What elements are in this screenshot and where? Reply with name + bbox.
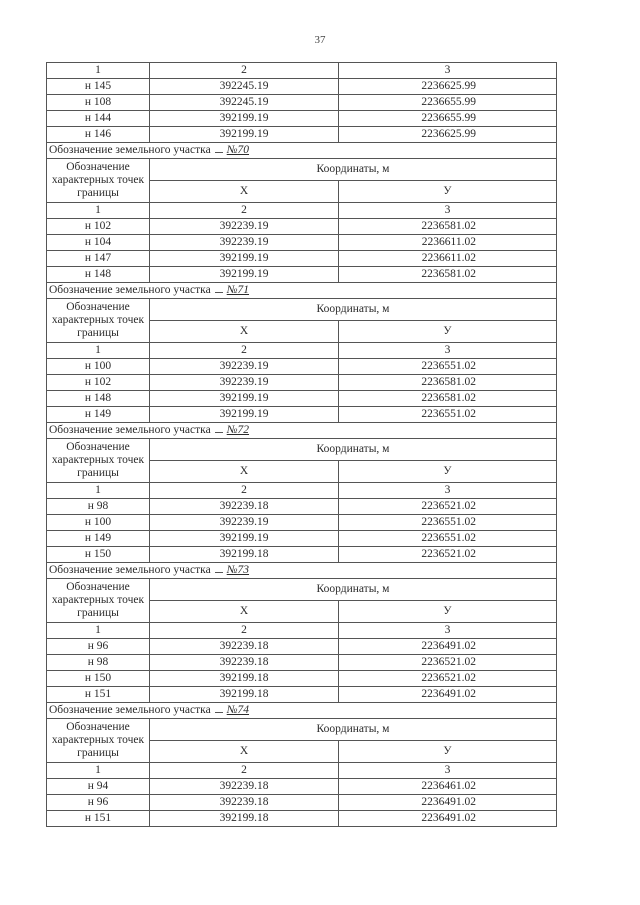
plot-title-prefix: Обозначение земельного участка <box>49 704 211 716</box>
plot-number: №71 <box>226 284 250 296</box>
y-coordinate: 2236655.99 <box>339 95 557 111</box>
point-label: н 94 <box>47 779 150 795</box>
point-label: н 148 <box>47 267 150 283</box>
column-number: 2 <box>150 203 339 219</box>
header-row <box>47 159 557 181</box>
header-row <box>47 299 557 321</box>
y-axis-header: У <box>339 321 557 343</box>
column-number: 2 <box>150 343 339 359</box>
coordinates-header: Координаты, м <box>150 719 557 741</box>
header-row <box>47 719 557 741</box>
x-axis-header: X <box>150 461 339 483</box>
table-row <box>47 219 557 235</box>
table-row <box>47 547 557 563</box>
table-row <box>47 499 557 515</box>
coordinates-header: Координаты, м <box>150 159 557 181</box>
y-coordinate: 2236581.02 <box>339 267 557 283</box>
point-label: н 146 <box>47 127 150 143</box>
plot-title <box>47 143 557 159</box>
point-label: н 100 <box>47 359 150 375</box>
column-number: 3 <box>339 763 557 779</box>
column-number: 2 <box>150 623 339 639</box>
header-row <box>47 579 557 601</box>
column-numbers-row <box>47 763 557 779</box>
table-row <box>47 515 557 531</box>
x-coordinate: 392239.18 <box>150 499 339 515</box>
column-numbers-row <box>47 63 557 79</box>
column-number: 3 <box>339 63 557 79</box>
table-row <box>47 95 557 111</box>
point-label: н 98 <box>47 655 150 671</box>
table-row <box>47 111 557 127</box>
y-coordinate: 2236625.99 <box>339 79 557 95</box>
header-row <box>47 439 557 461</box>
plot-title-row <box>47 563 557 579</box>
page-number: 37 <box>314 34 326 46</box>
x-axis-header: X <box>150 321 339 343</box>
x-coordinate: 392199.19 <box>150 251 339 267</box>
column-number: 1 <box>47 203 150 219</box>
y-coordinate: 2236491.02 <box>339 687 557 703</box>
x-coordinate: 392239.18 <box>150 655 339 671</box>
y-coordinate: 2236581.02 <box>339 219 557 235</box>
plot-title-row <box>47 703 557 719</box>
point-label: н 150 <box>47 671 150 687</box>
x-axis-header: X <box>150 601 339 623</box>
point-label: н 151 <box>47 687 150 703</box>
x-coordinate: 392199.19 <box>150 531 339 547</box>
x-coordinate: 392199.18 <box>150 687 339 703</box>
coordinates-header: Координаты, м <box>150 439 557 461</box>
point-label: н 96 <box>47 795 150 811</box>
column-number: 3 <box>339 203 557 219</box>
table-row <box>47 407 557 423</box>
column-number: 1 <box>47 63 150 79</box>
point-column-header: Обозначение характерных точек границы <box>47 579 150 623</box>
x-coordinate: 392239.19 <box>150 375 339 391</box>
x-coordinate: 392239.19 <box>150 219 339 235</box>
point-label: н 102 <box>47 375 150 391</box>
y-coordinate: 2236551.02 <box>339 359 557 375</box>
underline-blank <box>215 292 223 293</box>
y-coordinate: 2236521.02 <box>339 655 557 671</box>
table-row <box>47 639 557 655</box>
x-coordinate: 392239.18 <box>150 639 339 655</box>
x-coordinate: 392239.19 <box>150 359 339 375</box>
point-label: н 145 <box>47 79 150 95</box>
plot-title-row <box>47 283 557 299</box>
underline-blank <box>215 152 223 153</box>
table-row <box>47 655 557 671</box>
x-coordinate: 392199.19 <box>150 391 339 407</box>
table-row <box>47 391 557 407</box>
table-row <box>47 251 557 267</box>
column-number: 3 <box>339 483 557 499</box>
y-coordinate: 2236491.02 <box>339 639 557 655</box>
plot-title-prefix: Обозначение земельного участка <box>49 144 211 156</box>
x-coordinate: 392245.19 <box>150 95 339 111</box>
point-label: н 149 <box>47 531 150 547</box>
point-label: н 104 <box>47 235 150 251</box>
column-number: 1 <box>47 483 150 499</box>
x-axis-header: X <box>150 181 339 203</box>
x-coordinate: 392199.19 <box>150 267 339 283</box>
y-coordinate: 2236521.02 <box>339 547 557 563</box>
table-row <box>47 811 557 827</box>
plot-title <box>47 703 557 719</box>
point-column-header: Обозначение характерных точек границы <box>47 159 150 203</box>
y-coordinate: 2236521.02 <box>339 499 557 515</box>
coordinates-table <box>46 62 557 827</box>
y-coordinate: 2236461.02 <box>339 779 557 795</box>
y-coordinate: 2236611.02 <box>339 251 557 267</box>
y-coordinate: 2236551.02 <box>339 515 557 531</box>
point-label: н 151 <box>47 811 150 827</box>
plot-number: №70 <box>226 144 250 156</box>
plot-number: №72 <box>226 424 250 436</box>
x-coordinate: 392199.18 <box>150 547 339 563</box>
table-row <box>47 267 557 283</box>
x-coordinate: 392245.19 <box>150 79 339 95</box>
table-row <box>47 359 557 375</box>
x-coordinate: 392239.18 <box>150 795 339 811</box>
plot-number: №73 <box>226 564 250 576</box>
point-label: н 108 <box>47 95 150 111</box>
y-coordinate: 2236491.02 <box>339 795 557 811</box>
point-column-header: Обозначение характерных точек границы <box>47 439 150 483</box>
plot-title <box>47 563 557 579</box>
x-coordinate: 392239.18 <box>150 779 339 795</box>
point-label: н 102 <box>47 219 150 235</box>
y-coordinate: 2236551.02 <box>339 531 557 547</box>
y-axis-header: У <box>339 461 557 483</box>
column-numbers-row <box>47 483 557 499</box>
y-coordinate: 2236581.02 <box>339 375 557 391</box>
column-numbers-row <box>47 623 557 639</box>
plot-title-prefix: Обозначение земельного участка <box>49 284 211 296</box>
x-coordinate: 392199.19 <box>150 127 339 143</box>
plot-title <box>47 423 557 439</box>
underline-blank <box>215 572 223 573</box>
point-label: н 144 <box>47 111 150 127</box>
coordinates-table-body <box>47 63 557 827</box>
column-number: 3 <box>339 623 557 639</box>
underline-blank <box>215 432 223 433</box>
y-axis-header: У <box>339 181 557 203</box>
coordinates-document <box>46 62 556 827</box>
point-label: н 148 <box>47 391 150 407</box>
plot-number: №74 <box>226 704 250 716</box>
x-coordinate: 392239.19 <box>150 235 339 251</box>
underline-blank <box>215 712 223 713</box>
point-column-header: Обозначение характерных точек границы <box>47 719 150 763</box>
column-number: 2 <box>150 763 339 779</box>
point-label: н 147 <box>47 251 150 267</box>
column-number: 2 <box>150 483 339 499</box>
point-label: н 98 <box>47 499 150 515</box>
table-row <box>47 375 557 391</box>
table-row <box>47 79 557 95</box>
y-coordinate: 2236521.02 <box>339 671 557 687</box>
x-coordinate: 392239.19 <box>150 515 339 531</box>
y-coordinate: 2236581.02 <box>339 391 557 407</box>
plot-title-prefix: Обозначение земельного участка <box>49 424 211 436</box>
y-coordinate: 2236551.02 <box>339 407 557 423</box>
y-coordinate: 2236491.02 <box>339 811 557 827</box>
coordinates-header: Координаты, м <box>150 299 557 321</box>
y-coordinate: 2236655.99 <box>339 111 557 127</box>
plot-title <box>47 283 557 299</box>
coordinates-header: Координаты, м <box>150 579 557 601</box>
table-row <box>47 531 557 547</box>
plot-title-prefix: Обозначение земельного участка <box>49 564 211 576</box>
point-column-header: Обозначение характерных точек границы <box>47 299 150 343</box>
x-coordinate: 392199.19 <box>150 111 339 127</box>
point-label: н 150 <box>47 547 150 563</box>
table-row <box>47 127 557 143</box>
column-numbers-row <box>47 343 557 359</box>
y-coordinate: 2236611.02 <box>339 235 557 251</box>
y-axis-header: У <box>339 601 557 623</box>
column-number: 3 <box>339 343 557 359</box>
table-row <box>47 687 557 703</box>
table-row <box>47 779 557 795</box>
column-number: 1 <box>47 343 150 359</box>
plot-title-row <box>47 423 557 439</box>
y-axis-header: У <box>339 741 557 763</box>
column-numbers-row <box>47 203 557 219</box>
table-row <box>47 795 557 811</box>
x-coordinate: 392199.18 <box>150 811 339 827</box>
point-label: н 100 <box>47 515 150 531</box>
column-number: 1 <box>47 623 150 639</box>
table-row <box>47 671 557 687</box>
y-coordinate: 2236625.99 <box>339 127 557 143</box>
x-axis-header: X <box>150 741 339 763</box>
x-coordinate: 392199.18 <box>150 671 339 687</box>
column-number: 1 <box>47 763 150 779</box>
column-number: 2 <box>150 63 339 79</box>
point-label: н 96 <box>47 639 150 655</box>
plot-title-row <box>47 143 557 159</box>
table-row <box>47 235 557 251</box>
point-label: н 149 <box>47 407 150 423</box>
x-coordinate: 392199.19 <box>150 407 339 423</box>
